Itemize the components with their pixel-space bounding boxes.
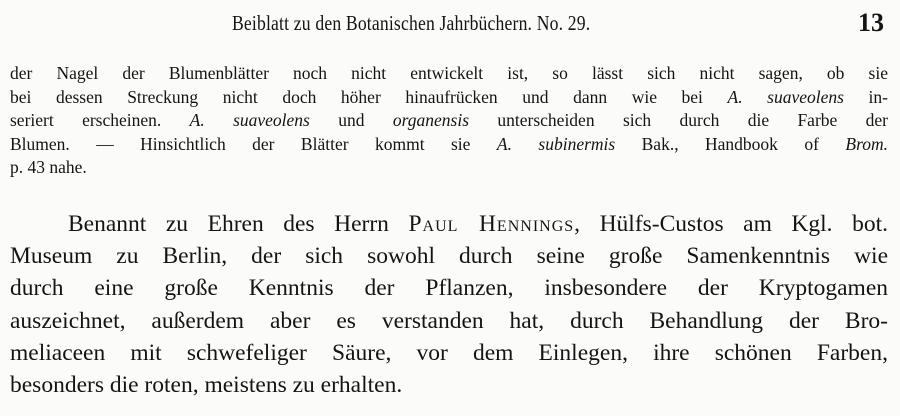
text-line: [10, 369, 888, 401]
text-run: durch eine große Kenntnis der Pflanzen, insbesondere der Kryptogamen: [10, 275, 888, 302]
page-number: 13: [858, 8, 884, 37]
text-run: besonders die roten, meistens zu erhalten.: [10, 372, 403, 399]
text-run: , Hülfs-Custos am Kgl. bot.: [574, 211, 888, 237]
text-line: [10, 305, 888, 337]
species-name: organensis: [392, 110, 470, 131]
text-run: Benannt zu Ehren des Herrn: [68, 211, 409, 237]
text-line: [10, 240, 888, 272]
page-header: [0, 8, 900, 38]
running-title: Beiblatt zu den Botanischen Jahrbüchern. No. 29.: [232, 11, 591, 35]
text-run: auszeichnet, außerdem aber es verstanden hat, durch Behandlung der Bro-: [10, 307, 888, 334]
person-name: Paul Hennings: [408, 211, 575, 237]
text-run: in-: [843, 86, 888, 107]
text-run: unterscheiden sich durch die Farbe der: [469, 110, 888, 131]
text-run: der Nagel der Blumenblätter noch nicht entwickelt ist, so lässt sich nicht sagen, ob sie: [10, 63, 888, 83]
species-name: A. suaveolens: [189, 110, 310, 131]
reference-title: Brom.: [845, 133, 888, 154]
text-line: [10, 156, 888, 180]
text-run: Blumen. — Hinsichtlich der Blätter kommt sie: [10, 133, 497, 154]
text-line: [10, 133, 888, 157]
text-line: [10, 208, 888, 240]
text-run: p. 43 nahe.: [10, 157, 87, 178]
text-run: und: [309, 110, 393, 131]
text-line: [10, 62, 888, 86]
text-run: bei dessen Streckung nicht doch höher hinaufrücken und dann wie bei: [10, 86, 728, 107]
text-line: [10, 86, 888, 110]
text-line: [10, 109, 888, 133]
text-line: [10, 272, 888, 304]
text-line: [10, 337, 888, 369]
text-run: Museum zu Berlin, der sich sowohl durch seine große Samenkenntnis wie: [10, 243, 888, 270]
species-name: A. subinermis: [496, 133, 616, 154]
text-run: seriert erscheinen.: [10, 110, 190, 131]
text-run: Bak., Handbook of: [615, 133, 846, 154]
species-name: A. suaveolens: [727, 86, 844, 107]
text-run: meliaceen mit schwefeliger Säure, vor dem Einlegen, ihre schönen Farben,: [10, 339, 888, 366]
paragraph-2: [10, 208, 888, 401]
paragraph-1: [10, 62, 888, 180]
